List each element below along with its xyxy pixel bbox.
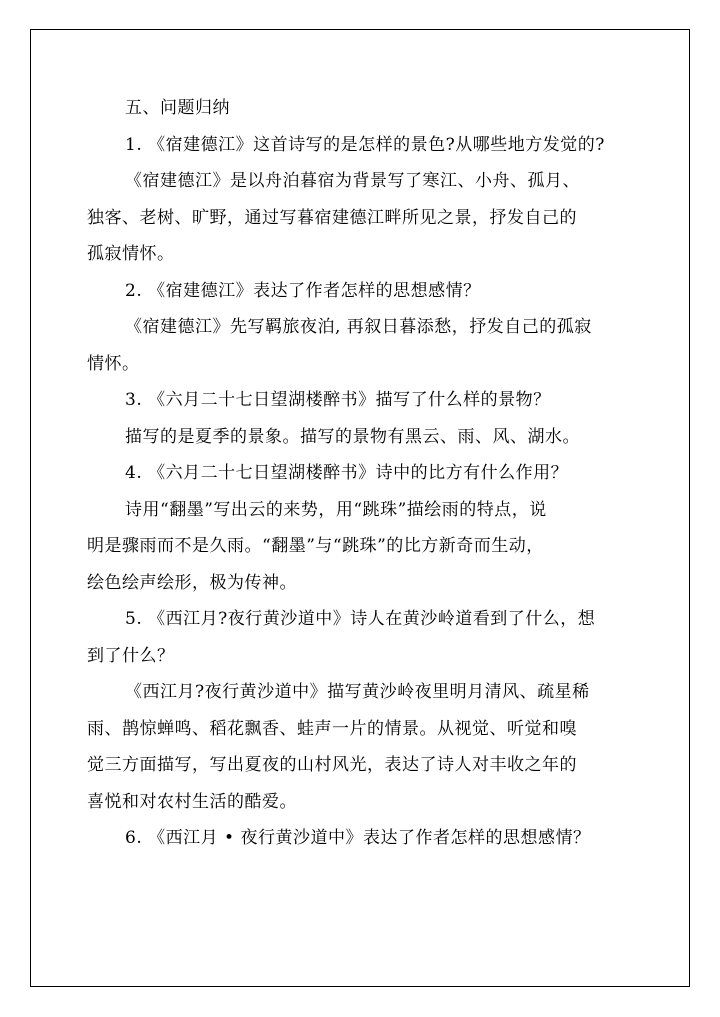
answer-2-line-2: 情怀。 — [87, 353, 140, 374]
answer-2-line-1: 《宿建德江》先写羁旅夜泊, 再叙日暮添愁，抒发自己的孤寂 — [125, 317, 592, 337]
answer-1-line-1: 《宿建德江》是以舟泊暮宿为背景写了寒江、小舟、孤月、 — [125, 171, 580, 191]
answer-1-line-2: 独客、老树、旷野，通过写暮宿建德江畔所见之景，抒发自己的 — [87, 207, 577, 228]
answer-5-line-1: 《西江月?夜行黄沙道中》描写黄沙岭夜里明月清风、疏星稀 — [125, 682, 590, 702]
question-5-line-1: 5. 《西江月?夜行黄沙道中》诗人在黄沙岭道看到了什么，想 — [125, 609, 596, 629]
answer-3-line-1: 描写的是夏季的景象。描写的景物有黑云、雨、风、湖水。 — [125, 426, 580, 447]
answer-5-line-2: 雨、鹊惊蝉鸣、稻花飘香、蛙声一片的情景。从视觉、听觉和嗅 — [87, 718, 577, 739]
answer-5-line-4: 喜悦和对农村生活的酷爱。 — [87, 791, 297, 812]
question-5-line-2: 到了什么？ — [87, 645, 175, 666]
answer-4-line-1: 诗用“翻墨”写出云的来势，用“跳珠”描绘雨的特点，说 — [125, 499, 547, 520]
answer-5-line-3: 觉三方面描写，写出夏夜的山村风光，表达了诗人对丰收之年的 — [87, 755, 577, 775]
question-1: 1. 《宿建德江》这首诗写的是怎样的景色?从哪些地方发觉的? — [125, 134, 605, 155]
answer-4-line-3: 绘色绘声绘形，极为传神。 — [87, 572, 297, 593]
answer-4-line-2: 明是骤雨而不是久雨。“翻墨”与“跳珠”的比方新奇而生动， — [87, 536, 544, 556]
answer-1-line-3: 孤寂情怀。 — [87, 244, 175, 264]
question-2: 2. 《宿建德江》表达了作者怎样的思想感情？ — [125, 280, 481, 301]
question-6: 6. 《西江月 • 夜行黄沙道中》表达了作者怎样的思想感情？ — [125, 828, 591, 848]
section-heading: 五、问题归纳 — [125, 98, 230, 118]
question-3: 3. 《六月二十七日望湖楼醉书》描写了什么样的景物？ — [125, 390, 551, 410]
document-body — [87, 90, 633, 857]
question-4: 4. 《六月二十七日望湖楼醉书》诗中的比方有什么作用？ — [125, 463, 569, 483]
